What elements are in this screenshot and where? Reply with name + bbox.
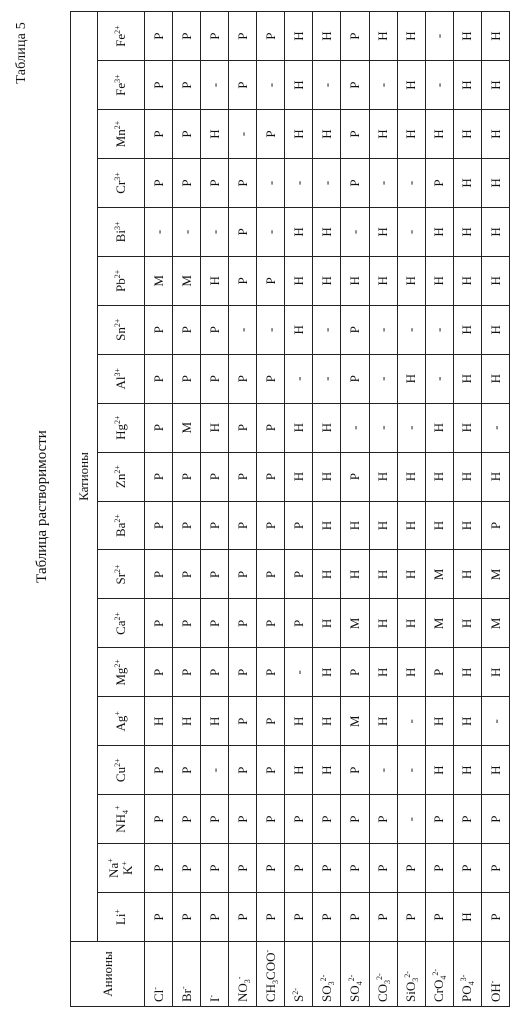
solubility-cell: - [369,159,397,208]
solubility-cell: - [313,305,341,354]
solubility-cell: Р [145,599,173,648]
solubility-cell: Р [173,110,201,159]
solubility-cell: Н [341,550,369,599]
solubility-cell: Р [229,159,257,208]
solubility-cell: Н [397,550,425,599]
table-row [145,12,173,1007]
solubility-cell: Р [145,403,173,452]
solubility-cell: Н [397,354,425,403]
solubility-cell: Р [341,844,369,893]
solubility-cell: Р [145,354,173,403]
solubility-cell: Р [173,354,201,403]
solubility-cell: - [341,207,369,256]
solubility-cell: Р [145,159,173,208]
solubility-cell: - [397,305,425,354]
solubility-cell: Н [201,110,229,159]
solubility-cell: Р [145,550,173,599]
solubility-cell: - [285,354,313,403]
solubility-cell: М [173,256,201,305]
solubility-cell: Р [173,893,201,942]
solubility-cell: Р [145,893,173,942]
solubility-cell: Н [453,110,481,159]
solubility-cell: Н [369,12,397,61]
solubility-cell: Н [397,452,425,501]
solubility-cell: Н [369,648,397,697]
solubility-cell: М [173,403,201,452]
solubility-cell: Н [453,207,481,256]
solubility-cell: - [173,207,201,256]
solubility-cell: Р [173,550,201,599]
cation-header-10: $Hg^{2+}$ [98,403,145,452]
cation-header-15: $Cr^{3+}$ [98,159,145,208]
table-row [201,12,229,1007]
solubility-cell: Н [453,746,481,795]
solubility-cell: Р [229,256,257,305]
solubility-cell: - [369,354,397,403]
solubility-cell: Р [369,893,397,942]
solubility-cell: - [425,12,453,61]
solubility-cell: Р [341,648,369,697]
solubility-cell: Н [369,550,397,599]
solubility-cell: Р [173,599,201,648]
solubility-cell: Н [313,697,341,746]
cation-header-5: $Mg^{2+}$ [98,648,145,697]
solubility-cell: Н [453,452,481,501]
solubility-cell: Р [341,893,369,942]
anion-cell: CrO$_4^{2-}$ [425,942,453,1007]
solubility-cell: Р [341,12,369,61]
cation-header-12: $Sn^{2+}$ [98,305,145,354]
solubility-cell: Н [453,354,481,403]
solubility-cell: - [257,305,285,354]
solubility-cell: - [369,403,397,452]
solubility-cell: Н [425,207,453,256]
anion-cell: I- [201,942,229,1007]
solubility-cell: Р [229,550,257,599]
solubility-cell: Р [229,893,257,942]
solubility-cell: Р [201,599,229,648]
solubility-cell: Р [313,893,341,942]
solubility-cell: Н [425,746,453,795]
solubility-cell: - [257,159,285,208]
anions-header: Анионы [71,942,145,1007]
solubility-cell: Р [201,354,229,403]
solubility-cell: Н [453,697,481,746]
solubility-cell: Н [285,697,313,746]
cation-header-13: $Pb^{2+}$ [98,256,145,305]
solubility-cell: Р [229,697,257,746]
solubility-cell: Н [369,110,397,159]
solubility-cell: - [397,207,425,256]
solubility-cell: Р [229,207,257,256]
solubility-cell: Н [481,12,509,61]
solubility-cell: Н [313,110,341,159]
solubility-cell: - [285,648,313,697]
solubility-cell: Р [145,12,173,61]
solubility-cell: Р [229,795,257,844]
solubility-cell: Н [481,648,509,697]
solubility-cell: Н [453,12,481,61]
solubility-cell: - [369,305,397,354]
anion-cell: $CO_3^{2-}$ [369,942,397,1007]
solubility-cell: Р [229,844,257,893]
solubility-cell: - [369,746,397,795]
anion-cell: $SO_3^{2-}$ [313,942,341,1007]
solubility-cell: Р [481,844,509,893]
solubility-cell: Н [369,697,397,746]
solubility-cell: Н [481,305,509,354]
solubility-cell: Н [369,207,397,256]
solubility-cell: Р [201,893,229,942]
table-title: Таблица растворимости [34,430,50,583]
solubility-cell: Н [369,599,397,648]
solubility-cell: М [425,550,453,599]
solubility-cell: Н [285,403,313,452]
anion-cell: $SO_4^{2-}$ [341,942,369,1007]
solubility-cell: Р [229,501,257,550]
solubility-cell: - [369,61,397,110]
solubility-cell: - [285,159,313,208]
cation-header-18: $Fe^{2+}$ [98,12,145,61]
solubility-cell: Р [425,893,453,942]
cation-header-4: Ag+ [98,697,145,746]
solubility-cell: Р [145,452,173,501]
solubility-cell: Н [453,61,481,110]
solubility-cell: Н [453,648,481,697]
solubility-cell: Н [481,746,509,795]
solubility-cell: Н [313,403,341,452]
solubility-cell: - [229,305,257,354]
solubility-cell: Н [453,599,481,648]
table-row [425,12,453,1007]
solubility-cell: Н [369,452,397,501]
solubility-cell: Р [173,795,201,844]
cation-header-17: $Fe^{3+}$ [98,61,145,110]
solubility-cell: Н [453,501,481,550]
solubility-cell: - [201,746,229,795]
solubility-cell: Н [285,452,313,501]
solubility-cell: Р [229,61,257,110]
solubility-cell: Р [425,648,453,697]
solubility-cell: Н [369,501,397,550]
cation-header-6: $Ca^{2+}$ [98,599,145,648]
solubility-cell: Н [313,12,341,61]
solubility-cell: Н [201,403,229,452]
solubility-cell: Н [313,501,341,550]
anion-cell: $S^{2-}$ [285,942,313,1007]
solubility-cell: Н [313,207,341,256]
solubility-cell: Р [481,795,509,844]
solubility-cell: М [481,599,509,648]
solubility-cell: - [425,61,453,110]
solubility-cell: Н [285,746,313,795]
solubility-cell: - [313,159,341,208]
solubility-cell: - [257,61,285,110]
solubility-cell: Н [481,354,509,403]
table-row [453,12,481,1007]
solubility-cell: - [201,61,229,110]
solubility-cell: Р [481,501,509,550]
solubility-cell: Н [453,305,481,354]
solubility-cell: Н [313,550,341,599]
solubility-cell: Р [145,844,173,893]
solubility-cell: - [229,110,257,159]
solubility-cell: Н [285,305,313,354]
solubility-cell: Р [145,648,173,697]
solubility-cell: - [397,403,425,452]
solubility-cell: Р [397,844,425,893]
cations-header: Катионы [71,12,98,942]
solubility-cell: - [145,207,173,256]
solubility-cell: Р [201,159,229,208]
solubility-cell: Р [145,110,173,159]
solubility-cell: Р [257,256,285,305]
anion-cell: $CH_3COO^-$ [257,942,285,1007]
solubility-cell: Р [201,12,229,61]
solubility-cell: Р [341,354,369,403]
solubility-cell: Р [257,452,285,501]
solubility-cell: Н [425,256,453,305]
solubility-cell: Р [229,648,257,697]
solubility-cell: - [313,61,341,110]
solubility-cell: Р [341,305,369,354]
solubility-cell: Р [173,746,201,795]
solubility-cell: Н [425,501,453,550]
solubility-cell: Н [285,61,313,110]
solubility-cell: Р [425,844,453,893]
solubility-cell: Р [173,159,201,208]
solubility-cell: Н [481,256,509,305]
solubility-cell: Р [369,795,397,844]
cation-header-3: $Cu^{2+}$ [98,746,145,795]
solubility-cell: - [425,354,453,403]
solubility-cell: Р [257,893,285,942]
solubility-cell: Р [453,844,481,893]
anion-cell: $PO_4^{3-}$ [453,942,481,1007]
solubility-cell: Н [173,697,201,746]
solubility-cell: Н [397,61,425,110]
solubility-cell: - [341,403,369,452]
solubility-cell: М [481,550,509,599]
solubility-cell: - [257,207,285,256]
solubility-cell: Р [201,795,229,844]
solubility-cell: Н [397,110,425,159]
cation-header-0: Li+ [98,893,145,942]
solubility-cell: Р [453,795,481,844]
solubility-cell: Р [145,61,173,110]
solubility-cell: Н [481,61,509,110]
solubility-cell: Р [145,795,173,844]
solubility-cell: Р [257,403,285,452]
solubility-cell: Н [201,256,229,305]
solubility-cell: Р [257,697,285,746]
solubility-cell: Р [257,110,285,159]
solubility-cell: Н [313,452,341,501]
anion-cell: Br- [173,942,201,1007]
solubility-cell: Н [481,207,509,256]
solubility-cell: Р [229,403,257,452]
solubility-cell: М [341,599,369,648]
solubility-cell: Р [341,159,369,208]
solubility-cell: - [481,403,509,452]
solubility-cell: М [145,256,173,305]
solubility-cell: Н [397,599,425,648]
cation-header-8: $Ba^{2+}$ [98,501,145,550]
solubility-cell: - [397,159,425,208]
solubility-cell: Р [481,893,509,942]
solubility-cell: Р [425,159,453,208]
solubility-cell: Н [453,403,481,452]
table-row [397,12,425,1007]
table-row [369,12,397,1007]
solubility-cell: М [341,697,369,746]
solubility-cell: Н [425,452,453,501]
cation-header-11: $Al^{3+}$ [98,354,145,403]
solubility-cell: Р [145,305,173,354]
solubility-cell: Р [425,795,453,844]
solubility-cell: Р [145,501,173,550]
solubility-cell: Р [201,452,229,501]
solubility-cell: Н [285,256,313,305]
cation-header-9: $Zn^{2+}$ [98,452,145,501]
solubility-cell: Н [313,648,341,697]
cation-header-7: $Sr^{2+}$ [98,550,145,599]
anion-cell: SiO$_3^{2-}$ [397,942,425,1007]
solubility-cell: Н [313,599,341,648]
solubility-cell: Р [229,12,257,61]
solubility-cell: Р [173,61,201,110]
solubility-cell: - [425,305,453,354]
table-caption: Таблица 5 [14,22,29,84]
solubility-cell: Р [257,550,285,599]
solubility-cell: Н [285,12,313,61]
solubility-cell: Р [341,746,369,795]
solubility-cell: Н [201,697,229,746]
solubility-cell: Р [173,501,201,550]
solubility-cell: Р [257,12,285,61]
solubility-cell: Н [481,452,509,501]
solubility-cell: Н [481,159,509,208]
solubility-cell: Р [257,354,285,403]
solubility-cell: Н [397,256,425,305]
solubility-cell: Н [453,256,481,305]
solubility-cell: Р [285,501,313,550]
solubility-cell: Р [369,844,397,893]
anion-cell: OH- [481,942,509,1007]
solubility-cell: Н [481,110,509,159]
table-row [257,12,285,1007]
solubility-cell: - [397,746,425,795]
solubility-cell: Р [257,844,285,893]
table-row [481,12,509,1007]
table-row [173,12,201,1007]
solubility-cell: Р [257,501,285,550]
anion-cell: Cl- [145,942,173,1007]
solubility-cell: Н [453,550,481,599]
solubility-cell: Н [369,256,397,305]
solubility-cell: Н [313,746,341,795]
solubility-cell: Р [257,746,285,795]
solubility-cell: Н [425,697,453,746]
solubility-cell: Р [173,452,201,501]
solubility-cell: Р [201,550,229,599]
solubility-cell: Н [397,501,425,550]
solubility-cell: Р [173,648,201,697]
solubility-cell: Р [257,648,285,697]
solubility-cell: Р [285,599,313,648]
cation-header-1: Na+ K+ [98,844,145,893]
solubility-cell: Р [229,354,257,403]
solubility-cell: Р [285,893,313,942]
solubility-cell: Н [285,207,313,256]
solubility-cell: Н [453,159,481,208]
solubility-cell: - [481,697,509,746]
solubility-cell: Н [425,110,453,159]
solubility-cell: Н [145,697,173,746]
solubility-cell: Р [285,844,313,893]
solubility-cell: Р [341,452,369,501]
solubility-cell: Р [173,844,201,893]
solubility-cell: - [397,795,425,844]
table-row [313,12,341,1007]
solubility-cell: Р [397,893,425,942]
solubility-cell: - [201,207,229,256]
solubility-cell: Р [285,795,313,844]
solubility-cell: - [313,354,341,403]
solubility-cell: Н [285,110,313,159]
cation-header-2: $NH_4^+$ [98,795,145,844]
solubility-cell: Р [257,795,285,844]
solubility-cell: Р [229,599,257,648]
solubility-cell: Р [229,746,257,795]
solubility-table [70,11,510,1007]
table-row [285,12,313,1007]
anion-cell: $NO_3^-$ [229,942,257,1007]
solubility-cell: Р [201,305,229,354]
solubility-cell: Н [313,256,341,305]
solubility-cell: Н [397,648,425,697]
solubility-cell: Р [313,844,341,893]
solubility-cell: Р [257,599,285,648]
solubility-cell: Р [173,305,201,354]
solubility-cell: М [425,599,453,648]
solubility-cell: Н [341,501,369,550]
solubility-cell: Р [313,795,341,844]
solubility-cell: Р [341,795,369,844]
table-row [341,12,369,1007]
cation-header-14: $Bi^{3+}$ [98,207,145,256]
solubility-cell: Р [341,61,369,110]
solubility-cell: Р [201,501,229,550]
table-row [229,12,257,1007]
solubility-cell: Н [425,403,453,452]
solubility-cell: Р [145,746,173,795]
solubility-cell: Н [397,12,425,61]
solubility-cell: Н [341,256,369,305]
solubility-cell: - [397,697,425,746]
solubility-cell: Р [201,844,229,893]
solubility-cell: Р [341,110,369,159]
solubility-cell: Р [229,452,257,501]
cation-header-16: $Mn^{2+}$ [98,110,145,159]
solubility-cell: Р [201,648,229,697]
solubility-cell: Р [173,12,201,61]
solubility-cell: Н [453,893,481,942]
solubility-cell: Р [285,550,313,599]
